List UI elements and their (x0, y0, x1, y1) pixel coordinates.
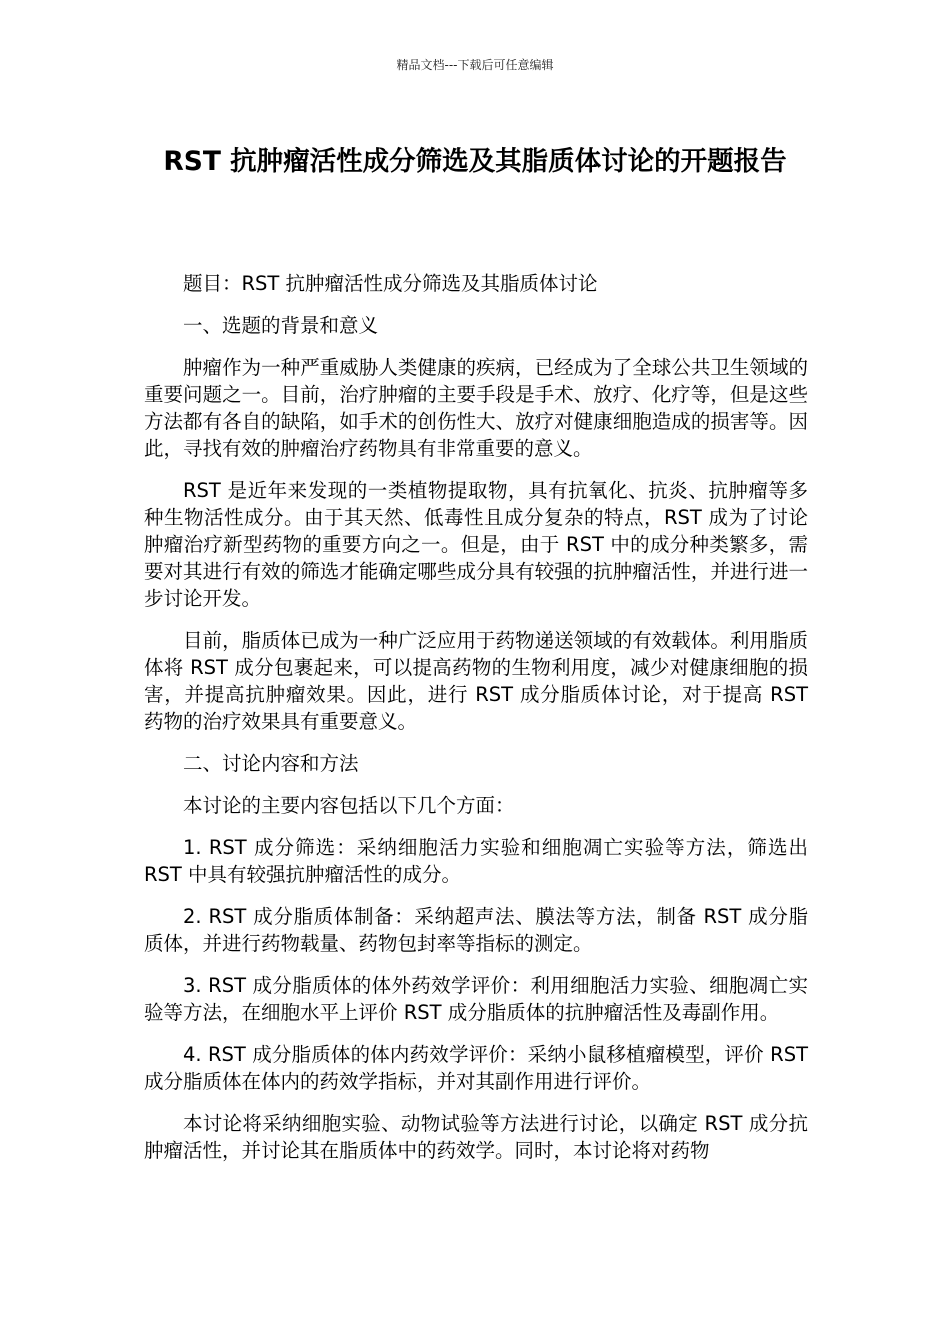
header-note: 精品文档---下载后可任意编辑 (396, 58, 554, 72)
document-body (144, 270, 808, 1179)
paragraph: 肿瘤作为一种严重威胁人类健康的疾病，已经成为了全球公共卫生领域的重要问题之一。目前，治疗肿瘤的主要手段是手术、放疗、化疗等，但是这些方法都有各自的缺陷，如手术的创伤性大、放疗对健康细胞造成的损害等。因此，寻找有效的肿瘤治疗药物具有非常重要的意义。 (144, 356, 808, 460)
paragraph: RST 是近年来发现的一类植物提取物，具有抗氧化、抗炎、抗肿瘤等多种生物活性成分。由于其天然、低毒性且成分复杂的特点，RST 成为了讨论肿瘤治疗新型药物的重要方向之一。但是，由于 RST 中的成分种类繁多，需要对其进行有效的筛选才能确定哪些成分具有较强的抗肿瘤活性，并进行进一步讨论开发。 (144, 479, 808, 610)
list-item: 2. RST 成分脂质体制备：采纳超声法、膜法等方法，制备 RST 成分脂质体，并进行药物载量、药物包封率等指标的测定。 (144, 905, 808, 955)
document-title: RST 抗肿瘤活性成分筛选及其脂质体讨论的开题报告 (163, 146, 787, 177)
list-item: 1. RST 成分筛选：采纳细胞活力实验和细胞凋亡实验等方法，筛选出 RST 中具有较强抗肿瘤活性的成分。 (144, 836, 808, 886)
paragraph: 本讨论的主要内容包括以下几个方面： (183, 794, 515, 817)
paragraph: 本讨论将采纳细胞实验、动物试验等方法进行讨论，以确定 RST 成分抗肿瘤活性，并讨论其在脂质体中的药效学。同时，本讨论将对药物 (144, 1112, 808, 1162)
section-heading-methods: 二、讨论内容和方法 (183, 752, 359, 775)
section-heading-background: 一、选题的背景和意义 (183, 314, 379, 337)
subject-line: 题目：RST 抗肿瘤活性成分筛选及其脂质体讨论 (183, 272, 598, 295)
list-item: 4. RST 成分脂质体的体内药效学评价：采纳小鼠移植瘤模型，评价 RST 成分脂质体在体内的药效学指标，并对其副作用进行评价。 (144, 1043, 808, 1093)
paragraph: 目前，脂质体已成为一种广泛应用于药物递送领域的有效载体。利用脂质体将 RST 成分包裹起来，可以提高药物的生物利用度，减少对健康细胞的损害，并提高抗肿瘤效果。因此，进行 RST 成分脂质体讨论，对于提高 RST 药物的治疗效果具有重要意义。 (144, 629, 808, 733)
list-item: 3. RST 成分脂质体的体外药效学评价：利用细胞活力实验、细胞凋亡实验等方法，在细胞水平上评价 RST 成分脂质体的抗肿瘤活性及毒副作用。 (144, 974, 808, 1024)
